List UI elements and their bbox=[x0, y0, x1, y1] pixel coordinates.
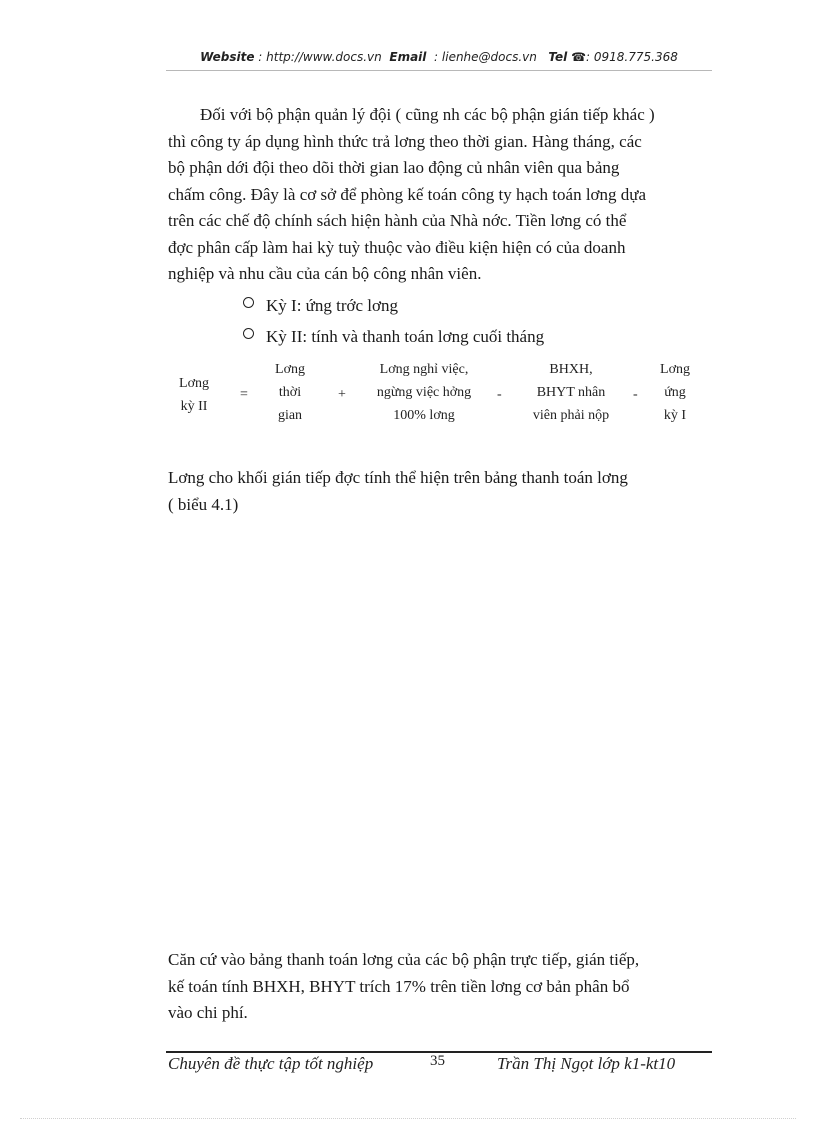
formula-term-insurance: BHXH, BHYT nhân viên phải nộp bbox=[532, 362, 610, 423]
page-bottom-border bbox=[20, 1118, 796, 1119]
formula-minus: - bbox=[497, 387, 502, 402]
website-value[interactable]: : http://www.docs.vn bbox=[258, 50, 382, 64]
paragraph-line: bộ phận dới đội theo dõi thời gian lao động củ nhân viên qua bảng bbox=[168, 158, 620, 177]
paragraph-line: chấm công. Đây là cơ sở để phòng kế toán công ty hạch toán lơng dựa bbox=[168, 184, 647, 204]
bullet-item-period-1 bbox=[243, 293, 398, 319]
header-divider bbox=[166, 70, 712, 71]
email-label: Email bbox=[389, 50, 427, 64]
paragraph-line: nghiệp và nhu cầu của cán bộ công nhân viên. bbox=[168, 264, 482, 283]
page-number: 35 bbox=[430, 1053, 445, 1069]
paragraph-line: Căn cứ vào bảng thanh toán lơng của các bộ phận trực tiếp, gián tiếp, bbox=[168, 950, 640, 969]
tel-label: Tel bbox=[548, 50, 568, 64]
phone-icon: ☎ bbox=[571, 50, 587, 64]
formula-result: Lơng kỳ II bbox=[179, 376, 209, 414]
salary-formula bbox=[160, 358, 716, 434]
formula-equals: = bbox=[240, 387, 248, 402]
formula-minus: - bbox=[633, 387, 638, 402]
circle-bullet-icon bbox=[243, 328, 254, 339]
page-header bbox=[166, 50, 712, 64]
formula-plus: + bbox=[338, 387, 346, 402]
paragraph-line: đợc phân cấp làm hai kỳ tuỳ thuộc vào điều kiện hiện có của doanh bbox=[168, 237, 626, 257]
email-value[interactable]: : lienhe@docs.vn bbox=[434, 50, 537, 64]
website-label: Website bbox=[200, 50, 255, 64]
bullet-item-period-2 bbox=[243, 324, 544, 350]
formula-term-time-pay: Lơng thời gian bbox=[275, 362, 305, 423]
footer-title: Chuyên đề thực tập tốt nghiệp bbox=[168, 1054, 374, 1073]
paragraph-time-based-pay bbox=[168, 102, 712, 288]
footer-author: Trần Thị Ngọt lớp k1-kt10 bbox=[497, 1054, 676, 1073]
bullet-text: Kỳ I: ứng trớc lơng bbox=[266, 296, 399, 315]
paragraph-line: thì công ty áp dụng hình thức trả lơng theo thời gian. Hàng tháng, các bbox=[168, 131, 642, 151]
paragraph-line: vào chi phí. bbox=[168, 1003, 248, 1022]
paragraph-indirect-pay bbox=[168, 465, 712, 518]
formula-term-advance: Lơng ứng kỳ I bbox=[660, 362, 690, 423]
paragraph-line: Lơng cho khối gián tiếp đợc tính thể hiện trên bảng thanh toán lơng bbox=[168, 468, 628, 487]
bullet-text: Kỳ II: tính và thanh toán lơng cuối tháng bbox=[266, 327, 545, 346]
circle-bullet-icon bbox=[243, 297, 254, 308]
paragraph-line: ( biểu 4.1) bbox=[168, 494, 239, 514]
paragraph-line: trên các chế độ chính sách hiện hành của Nhà nớc. Tiền lơng có thể bbox=[168, 211, 627, 230]
tel-value: : 0918.775.368 bbox=[586, 50, 678, 64]
paragraph-line: kế toán tính BHXH, BHYT trích 17% trên tiền lơng cơ bản phân bổ bbox=[168, 976, 630, 996]
paragraph-insurance bbox=[168, 947, 712, 1027]
paragraph-line: Đối với bộ phận quản lý đội ( cũng nh các bộ phận gián tiếp khác ) bbox=[200, 105, 655, 124]
formula-term-leave-pay: Lơng nghỉ việc, ngừng việc hởng 100% lơng bbox=[376, 362, 472, 423]
